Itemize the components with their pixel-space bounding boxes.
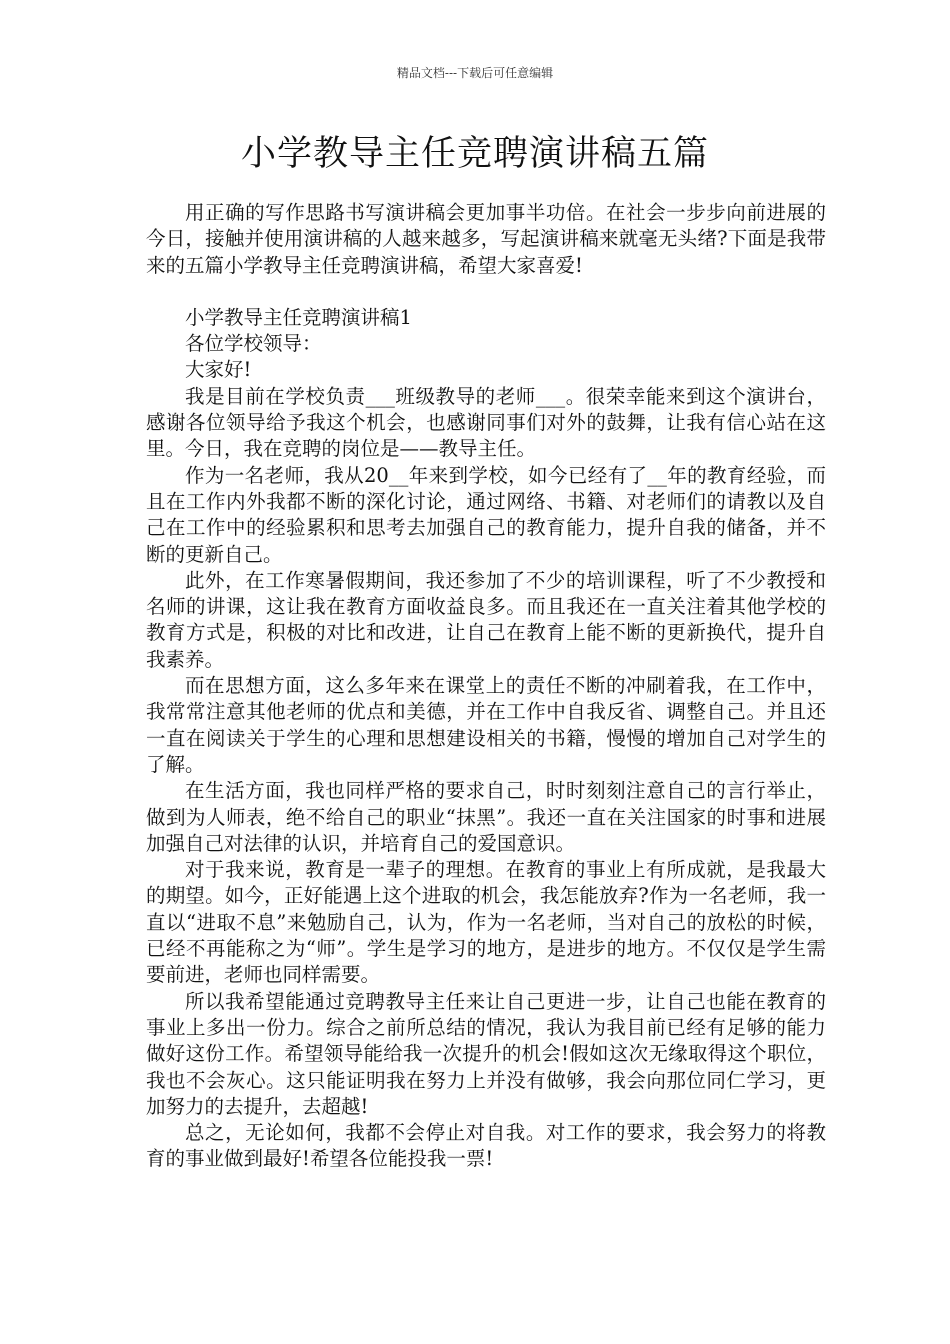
body-paragraph: 对于我来说，教育是一辈子的理想。在教育的事业上有所成就，是我最大的期望。如今，正好能遇上这个进取的机会，我怎能放弃?作为一名老师，我一直以“进取不息”来勉励自己，认为，作为一名老师，当对自己的放松的时候，已经不再能称之为“师”。学生是学习的地方，是进步的地方。不仅仅是学生需要前进，老师也同样需要。 xyxy=(146,858,826,987)
body-paragraph: 此外，在工作寒暑假期间，我还参加了不少的培训课程，听了不少教授和名师的讲课，这让我在教育方面收益良多。而且我还在一直关注着其他学校的教育方式是，积极的对比和改进，让自己在教育上能不断的更新换代，提升自我素养。 xyxy=(146,568,826,671)
salutation: 各位学校领导： xyxy=(185,332,322,356)
body-paragraph: 我是目前在学校负责___班级教导的老师___。很荣幸能来到这个演讲台，感谢各位领导给予我这个机会，也感谢同事们对外的鼓舞，让我有信心站在这里。今日，我在竞聘的岗位是——教导主任。 xyxy=(146,384,826,461)
body-paragraph: 而在思想方面，这么多年来在课堂上的责任不断的冲刷着我，在工作中，我常常注意其他老师的优点和美德，并在工作中自我反省、调整自己。并且还一直在阅读关于学生的心理和思想建设相关的书籍，慢慢的增加自己对学生的了解。 xyxy=(146,674,826,776)
intro-paragraph: 用正确的写作思路书写演讲稿会更加事半功倍。在社会一步步向前进展的今日，接触并使用演讲稿的人越来越多，写起演讲稿来就毫无头绪?下面是我带来的五篇小学教导主任竞聘演讲稿，希望大家喜爱! xyxy=(146,201,826,277)
body-paragraph: 在生活方面，我也同样严格的要求自己，时时刻刻注意自己的言行举止，做到为人师表，绝不给自己的职业“抹黑”。我还一直在关注国家的时事和进展加强自己对法律的认识，并培育自己的爱国意识。 xyxy=(146,779,826,855)
body-paragraph: 作为一名老师，我从20__年来到学校，如今已经有了__年的教育经验，而且在工作内外我都不断的深化讨论，通过网络、书籍、对老师们的请教以及自己在工作中的经验累积和思考去加强自己的教育能力，提升自我的储备，并不断的更新自己。 xyxy=(146,463,826,566)
header-note: 精品文档---下载后可任意编辑 xyxy=(396,66,554,80)
document-body xyxy=(146,200,826,1173)
document-title: 小学教导主任竞聘演讲稿五篇 xyxy=(240,134,709,174)
speech-heading: 小学教导主任竞聘演讲稿1 xyxy=(185,305,412,329)
closing-paragraph: 总之，无论如何，我都不会停止对自我。对工作的要求，我会努力的将教育的事业做到最好!希望各位能投我一票! xyxy=(146,1121,826,1171)
greeting: 大家好! xyxy=(185,358,252,382)
body-paragraph: 所以我希望能通过竞聘教导主任来让自己更进一步，让自己也能在教育的事业上多出一份力。综合之前所总结的情况，我认为我目前已经有足够的能力做好这份工作。希望领导能给我一次提升的机会!假如这次无缘取得这个职位，我也不会灰心。这只能证明我在努力上并没有做够，我会向那位同仁学习，更加努力的去提升，去超越! xyxy=(146,989,826,1118)
